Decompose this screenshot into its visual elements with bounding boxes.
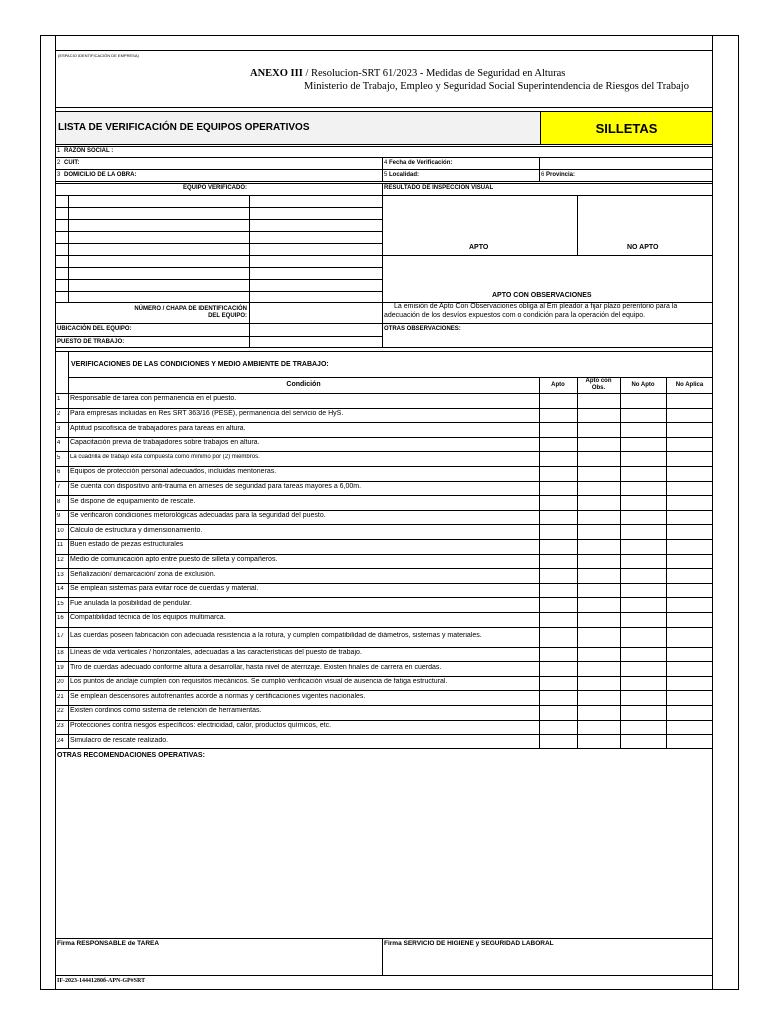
check-cell-apto-obs[interactable]	[577, 495, 620, 510]
logo-caption: (ESPACIO IDENTIFICACIÓN DE EMPRESA)	[58, 53, 139, 58]
row-number: 2	[57, 410, 61, 417]
check-cell-apto[interactable]	[539, 647, 577, 662]
check-cell-no-apto[interactable]	[620, 597, 666, 612]
check-cell-apto-obs[interactable]	[577, 597, 620, 612]
row-condition-text: Equipos de protección personal adecuados, incluidas mentoneras.	[70, 468, 277, 476]
check-cell-apto-obs[interactable]	[577, 510, 620, 525]
check-cell-no-apto[interactable]	[620, 408, 666, 423]
ministry-title: Ministerio de Trabajo, Empleo y Seguridad Social Superintendencia de Riesgos del Trabajo	[304, 81, 689, 92]
row-number: 8	[57, 498, 61, 505]
row-number: 6	[57, 469, 61, 476]
check-cell-apto[interactable]	[539, 495, 577, 510]
row-condition-text: Existen cordinos como sistema de retención de herramientas.	[70, 707, 262, 715]
header-box	[55, 50, 713, 108]
row-condition-text: Medio de comunicación apto entre puesto de silleta y compañeros.	[70, 555, 278, 563]
row-number: 10	[57, 527, 64, 534]
check-cell-no-apto[interactable]	[620, 466, 666, 481]
check-cell-apto-obs[interactable]	[577, 647, 620, 662]
row-condition-text: Los puntos de anclaje cumplen con requisitos mecánicos. Se cumplió verificación visual de ausencia de fatiga estructural.	[70, 678, 448, 686]
check-cell-no-aplica[interactable]	[666, 510, 713, 525]
check-cell-apto-obs[interactable]	[577, 568, 620, 583]
check-cell-apto-obs[interactable]	[577, 734, 620, 749]
check-cell-apto-obs[interactable]	[577, 451, 620, 466]
row-number: 14	[57, 586, 64, 593]
domicilio-label: DOMICILIO DE LA OBRA:	[64, 172, 137, 178]
row-number: 15	[57, 600, 64, 607]
check-cell-no-apto[interactable]	[620, 539, 666, 554]
check-cell-no-apto[interactable]	[620, 612, 666, 627]
row-number: 4	[57, 440, 61, 447]
check-cell-no-apto[interactable]	[620, 437, 666, 452]
apto-obs-label: APTO CON OBSERVACIONES	[492, 292, 592, 299]
check-cell-no-aplica[interactable]	[666, 627, 713, 647]
check-cell-no-aplica[interactable]	[666, 583, 713, 598]
check-cell-no-aplica[interactable]	[666, 554, 713, 569]
check-cell-no-apto[interactable]	[620, 554, 666, 569]
check-cell-apto[interactable]	[539, 690, 577, 705]
recommendations-title: OTRAS RECOMENDACIONES OPERATIVAS:	[57, 752, 205, 759]
check-cell-apto-obs[interactable]	[577, 612, 620, 627]
id-label-line1: NÚMERO / CHAPA DE IDENTIFICACIÓN	[134, 306, 247, 312]
row-number: 11	[57, 542, 64, 549]
check-cell-no-apto[interactable]	[620, 481, 666, 496]
row-condition-text: Cálculo de estructura y dimensionamiento.	[70, 526, 203, 534]
check-cell-no-apto[interactable]	[620, 451, 666, 466]
check-cell-no-aplica[interactable]	[666, 690, 713, 705]
row-number: 22	[57, 708, 64, 715]
check-cell-apto-obs[interactable]	[577, 676, 620, 691]
row-number: 12	[57, 556, 64, 563]
check-cell-apto[interactable]	[539, 466, 577, 481]
row-condition-text: Se verificaron condiciones metorológicas adecuadas para la seguridad del puesto.	[70, 512, 326, 520]
field-num-2: 2	[57, 160, 61, 166]
check-cell-apto[interactable]	[539, 661, 577, 676]
col-apto: Apto	[551, 382, 565, 388]
check-cell-apto[interactable]	[539, 612, 577, 627]
row-number: 18	[57, 649, 64, 656]
check-cell-apto[interactable]	[539, 393, 577, 408]
row-condition-text: Protecciones contra riesgos específicos: electricidad, calor, productos químicos, etc.	[70, 721, 332, 729]
doc-id: IF-2023-14441280б-APN-GP#SRT	[57, 978, 146, 984]
check-cell-no-aplica[interactable]	[666, 720, 713, 735]
row-condition-text: Buen estado de piezas estructurales	[70, 541, 184, 549]
field-num-1: 1	[57, 148, 61, 154]
annex-bold: ANEXO III	[250, 68, 303, 79]
signature-left: Firma RESPONSABLE de TAREA	[57, 940, 160, 947]
check-cell-apto[interactable]	[539, 627, 577, 647]
otras-obs-label: OTRAS OBSERVACIONES:	[384, 326, 461, 332]
row-condition-text: La cuadrilla de trabajo está compuesta como mínimo por (2) miembros.	[70, 453, 260, 460]
check-cell-apto[interactable]	[539, 583, 577, 598]
check-cell-no-apto[interactable]	[620, 734, 666, 749]
check-cell-apto-obs[interactable]	[577, 422, 620, 437]
check-cell-no-aplica[interactable]	[666, 647, 713, 662]
row-number: 13	[57, 571, 64, 578]
check-cell-no-aplica[interactable]	[666, 705, 713, 720]
ubicacion-label: UBICACIÓN DEL EQUIPO:	[57, 326, 132, 332]
row-condition-text: Tiro de cuerdas adecuado conforme altura a desarrollar, hasta nivel de aterrizaje. Existen finales de carrera en cuerdas.	[70, 663, 442, 671]
resultado-label: RESULTADO DE INSPECCIÓN VISUAL	[384, 185, 494, 191]
check-cell-apto[interactable]	[539, 705, 577, 720]
check-cell-apto[interactable]	[539, 539, 577, 554]
check-cell-no-apto[interactable]	[620, 705, 666, 720]
check-cell-no-aplica[interactable]	[666, 661, 713, 676]
row-number: 3	[57, 425, 61, 432]
check-cell-apto[interactable]	[539, 408, 577, 423]
col-no-aplica: No Aplica	[675, 382, 704, 388]
check-cell-no-aplica[interactable]	[666, 597, 713, 612]
obs-note-line2: adecuación de los desvíos expuestos com o condición para la operación del equipo.	[384, 312, 646, 319]
col-no-apto: No Apto	[631, 382, 655, 388]
check-cell-no-apto[interactable]	[620, 524, 666, 539]
col-apto-obs-2: Obs.	[591, 385, 606, 391]
check-cell-no-aplica[interactable]	[666, 676, 713, 691]
row-condition-text: Señalización/ demarcación/ zona de exclusión.	[70, 570, 216, 578]
check-cell-apto-obs[interactable]	[577, 705, 620, 720]
check-cell-apto-obs[interactable]	[577, 437, 620, 452]
check-cell-no-apto[interactable]	[620, 510, 666, 525]
check-cell-apto-obs[interactable]	[577, 661, 620, 676]
check-cell-apto-obs[interactable]	[577, 627, 620, 647]
check-cell-apto[interactable]	[539, 720, 577, 735]
row-condition-text: Simulacro de rescate realizado.	[70, 736, 169, 744]
apto-label: APTO	[469, 244, 489, 251]
check-cell-no-aplica[interactable]	[666, 612, 713, 627]
cuit-label: CUIT:	[64, 160, 80, 166]
row-condition-text: Se cuenta con dispositivo anti-trauma en arneses de seguridad para tareas mayores a 6,00m.	[70, 482, 362, 490]
row-condition-text: Las cuerdas poseen fabricación con adecuada resistencia a la rotura, y cumplen compatibilidad de diámetros, sistemas y materiales.	[70, 631, 482, 639]
check-cell-apto-obs[interactable]	[577, 524, 620, 539]
row-condition-text: Capacitación previa de trabajadores sobre trabajos en altura.	[70, 439, 260, 447]
row-condition-text: Responsable de tarea con permanencia en el puesto.	[70, 395, 237, 403]
row-condition-text: Para empresas incluidas en Res SRT 363/16 (PESE), permanencia del servicio de HyS.	[70, 409, 344, 417]
razon-social-label: RAZÓN SOCIAL :	[64, 148, 114, 154]
check-cell-apto-obs[interactable]	[577, 539, 620, 554]
check-cell-apto[interactable]	[539, 554, 577, 569]
provincia-label: Provincia:	[546, 172, 576, 178]
check-cell-apto[interactable]	[539, 437, 577, 452]
row-number: 16	[57, 615, 64, 622]
row-condition-text: Se emplean sistemas para evitar roce de cuerdas y material.	[70, 585, 259, 593]
row-condition-text: Se emplean descensores autofrenantes acorde a normas y certificaciones vigentes nacionales.	[70, 692, 366, 700]
check-cell-no-aplica[interactable]	[666, 422, 713, 437]
row-condition-text: Compatibilidad técnica de los equipos multimarca.	[70, 614, 226, 622]
row-number: 20	[57, 679, 64, 686]
check-cell-no-aplica[interactable]	[666, 451, 713, 466]
row-number: 5	[57, 454, 61, 461]
check-cell-no-apto[interactable]	[620, 676, 666, 691]
silletas-badge	[540, 111, 713, 145]
check-cell-apto-obs[interactable]	[577, 481, 620, 496]
check-cell-apto[interactable]	[539, 451, 577, 466]
check-cell-no-apto[interactable]	[620, 393, 666, 408]
check-cell-apto-obs[interactable]	[577, 720, 620, 735]
check-cell-apto-obs[interactable]	[577, 408, 620, 423]
field-num-3: 3	[57, 172, 61, 178]
row-number: 23	[57, 722, 64, 729]
row-number: 21	[57, 693, 64, 700]
check-cell-no-apto[interactable]	[620, 647, 666, 662]
check-cell-no-apto[interactable]	[620, 661, 666, 676]
check-cell-apto-obs[interactable]	[577, 466, 620, 481]
row-number: 9	[57, 513, 61, 520]
check-cell-apto[interactable]	[539, 568, 577, 583]
check-cell-no-aplica[interactable]	[666, 495, 713, 510]
check-cell-no-aplica[interactable]	[666, 481, 713, 496]
check-cell-no-apto[interactable]	[620, 422, 666, 437]
check-cell-apto-obs[interactable]	[577, 554, 620, 569]
row-condition-text: Aptitud psicofísica de trabajadores para tareas en altura.	[70, 424, 246, 432]
check-cell-no-aplica[interactable]	[666, 568, 713, 583]
id-label-line2: DEL EQUIPO:	[208, 313, 247, 319]
check-cell-apto-obs[interactable]	[577, 393, 620, 408]
row-number: 24	[57, 737, 64, 744]
annex-title	[250, 68, 565, 79]
equipo-verificado-label: EQUIPO VERIFICADO:	[183, 185, 248, 191]
puesto-label: PUESTO DE TRABAJO:	[57, 339, 125, 345]
localidad-label: Localidad:	[389, 172, 420, 178]
check-cell-apto-obs[interactable]	[577, 690, 620, 705]
row-number: 19	[57, 664, 64, 671]
check-cell-apto[interactable]	[539, 510, 577, 525]
check-cell-no-aplica[interactable]	[666, 466, 713, 481]
row-number: 17	[57, 632, 64, 639]
check-cell-apto[interactable]	[539, 597, 577, 612]
check-cell-apto[interactable]	[539, 734, 577, 749]
check-cell-no-aplica[interactable]	[666, 734, 713, 749]
annex-rest: / Resolucion-SRT 61/2023 - Medidas de Seguridad en Alturas	[302, 68, 566, 79]
no-apto-label: NO APTO	[627, 244, 659, 251]
check-cell-no-apto[interactable]	[620, 627, 666, 647]
silletas-label: SILLETAS	[595, 121, 658, 136]
check-cell-no-aplica[interactable]	[666, 437, 713, 452]
field-num-4: 4	[384, 160, 388, 166]
field-num-5: 5	[384, 172, 388, 178]
check-cell-no-aplica[interactable]	[666, 539, 713, 554]
check-cell-apto[interactable]	[539, 481, 577, 496]
check-cell-no-apto[interactable]	[620, 720, 666, 735]
col-condicion: Condición	[286, 381, 321, 388]
check-cell-no-apto[interactable]	[620, 495, 666, 510]
check-cell-apto[interactable]	[539, 422, 577, 437]
row-condition-text: Fue anulada la posibilidad de pendular.	[70, 599, 192, 607]
form-title: LISTA DE VERIFICACIÓN DE EQUIPOS OPERATIVOS	[58, 122, 310, 133]
check-cell-no-aplica[interactable]	[666, 524, 713, 539]
check-cell-apto-obs[interactable]	[577, 583, 620, 598]
row-condition-text: Líneas de vida verticales / horizontales, adecuadas a las características del puesto de trabajo.	[70, 648, 362, 656]
check-cell-apto[interactable]	[539, 676, 577, 691]
col-apto-obs-1: Apto con	[585, 378, 612, 384]
check-cell-no-apto[interactable]	[620, 568, 666, 583]
check-cell-apto[interactable]	[539, 524, 577, 539]
row-number: 1	[57, 396, 61, 403]
check-cell-no-aplica[interactable]	[666, 393, 713, 408]
row-condition-text: Se dispone de equipamiento de rescate.	[70, 497, 196, 505]
field-num-6: 6	[541, 172, 545, 178]
obs-note-line1: La emisión de Apto Con Observaciones obliga al Em pleador a fijar plazo perentorio para la	[394, 303, 678, 310]
signature-right: Firma SERVICIO DE HIGIENE y SEGURIDAD LABORAL	[384, 940, 554, 947]
row-number: 7	[57, 483, 61, 490]
check-cell-no-apto[interactable]	[620, 690, 666, 705]
check-cell-no-apto[interactable]	[620, 583, 666, 598]
check-cell-no-aplica[interactable]	[666, 408, 713, 423]
verifications-title: VERIFICACIONES DE LAS CONDICIONES Y MEDIO AMBIENTE DE TRABAJO:	[71, 361, 329, 368]
fecha-label: Fecha de Verificación:	[389, 160, 453, 166]
